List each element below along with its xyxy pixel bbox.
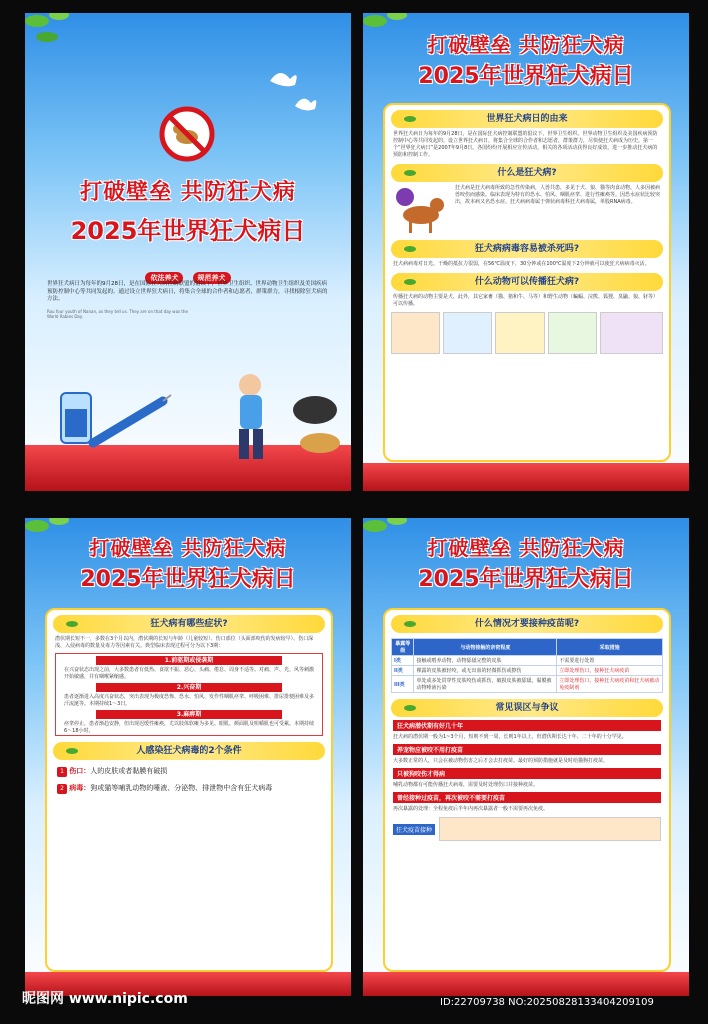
poster-vaccination	[363, 518, 689, 996]
flow-label: 狂犬疫苗接种	[393, 824, 435, 835]
man-fleeing-dog-illustration	[205, 365, 345, 475]
site-watermark: 昵图网 www.nipic.com	[22, 991, 188, 1007]
leaf-icon	[65, 744, 79, 758]
dove-icon	[265, 61, 325, 121]
info-card	[383, 103, 671, 462]
myth-1-text: 狂犬病的潜伏期一般为1~3个月，短则不到一周，长则1年以上，但潜伏期长达十年、二十年的十分罕见。	[393, 734, 627, 740]
myth-4-text: 再次暴露的处理：全程免疫后半年内再次暴露者一般不需要再次免疫。	[393, 806, 549, 812]
intro-text: 世界狂犬病日为每年的9月28日，是在国际狂犬病控制联盟的倡议下，世界卫生组织、世界动物卫生组织及美国疾病预防控制中心等共同发起的。通过设立世界狂犬病日，将集合全球的合作者和志愿者，群策群力，寻找根除狂犬病的方法。	[47, 281, 328, 302]
stage-1-text: 在兴奋状态出现之前，大多数患者有低热、食欲不振、恶心、头痛、倦怠、周身不适等。对痛、声、光、风等刺激开始敏感，并有咽喉紧缩感。	[64, 667, 315, 680]
stage-2-text: 患者逐渐进入高度兴奋状态，突出表现为极度恐怖、恐水、怕风、发作性咽肌痉挛、呼吸困难、排尿排便困难及多汗流涎等。本期持续1～3日。	[64, 694, 315, 707]
poster-subtitle: 2025年世界狂犬病日	[70, 217, 306, 245]
animals-text: 传播狂犬病的动物主要是犬，此外，其它家畜（猫、猪和牛、马等）和野生动物（蝙蝠、浣熊、狐狸、臭鼬、狼、豺等）可以传播。	[393, 294, 659, 307]
condition-1: 1 伤口：人的皮肤或者黏膜有破损	[57, 766, 321, 777]
stage-3-text: 痉挛停止，患者渐趋安静，但出现迟缓性瘫痪，尤以肢体软瘫为多见。眼肌、颜面肌及咀嚼肌也可受累。本期持续6～18小时。	[64, 721, 315, 734]
illustration-panel	[495, 312, 544, 354]
symptoms-intro: 潜伏期长短不一，多数在3个月以内，潜伏期的长短与年龄（儿童较短）、伤口部位（头面部咬伤的发病较早）、伤口深浅、入侵病毒的数量及毒力等因素有关。典型临床表现过程可分为以下3期：	[55, 636, 314, 649]
poster-title: 打破壁垒 共防狂犬病	[89, 536, 287, 560]
stage-3-label: 3.麻痹期	[96, 710, 282, 719]
red-ground	[363, 463, 689, 491]
vaccine-flow	[393, 817, 661, 841]
leaf-icon	[65, 617, 79, 631]
image-id-watermark: ID:22709738 NO:20250828133404209109	[440, 997, 654, 1008]
origin-text: 世界狂犬病日为每年的9月28日，是在国际狂犬病控制联盟的倡议下，世界卫生组织、世界动物卫生组织及美国疾病预防控制中心等共同发起的。设立世界狂犬病日，将集合全球的合作者和志愿者，群策群力，尽快使狂犬病成为历史。第一个“世界狂犬病日”是2007年9月8日。各国纷纷开展相应宣传活动，相关的各项活动获得良好成效，进一步推动狂犬病的预防和控制工作。	[393, 131, 658, 158]
section-heading-kill: 狂犬病病毒容易被杀死吗?	[391, 240, 663, 258]
illustration-strip	[385, 308, 669, 358]
section-heading-symptoms: 狂犬病有哪些症状?	[53, 615, 325, 633]
illustration-panel	[391, 312, 440, 354]
leaf-decoration	[25, 13, 87, 53]
info-card	[45, 608, 333, 972]
section-heading-vaccine: 什么情况才要接种疫苗呢?	[391, 615, 663, 633]
myth-2-label: 养宠物应被咬不用打疫苗	[393, 744, 661, 755]
leaf-icon	[403, 112, 417, 126]
table-row: II类 裸露的皮肤被轻咬，或无出血的轻微抓伤或擦伤 立即处理伤口，接种狂犬病疫苗	[392, 666, 663, 676]
illustration-panel	[548, 312, 597, 354]
exposure-table	[391, 638, 663, 693]
illustration-panel	[439, 817, 661, 841]
myth-3-label: 只被狗咬伤才得病	[393, 768, 661, 779]
myth-1-label: 狂犬病潜伏期有好几十年	[393, 720, 661, 731]
poster-title: 打破壁垒 共防狂犬病	[427, 33, 625, 57]
leaf-icon	[403, 617, 417, 631]
table-header: 与动物接触的亲密程度	[414, 639, 557, 656]
illustration-panel	[600, 312, 663, 354]
symptom-stages-box	[55, 653, 323, 736]
number-badge: 1	[57, 767, 67, 777]
section-heading-conditions: 人感染狂犬病毒的2个条件	[53, 742, 325, 760]
stage-1-label: 1.前驱期或侵袭期	[96, 656, 282, 665]
illustration-panel	[443, 312, 492, 354]
poster-about	[363, 13, 689, 491]
slogan-a: 依法养犬	[145, 272, 183, 284]
what-text: 狂犬病是狂犬病毒所致的急性传染病，人兽共患，多见于犬、狼、猫等肉食动物。人多因被病兽咬伤而感染。临床表现为特有的恐水、怕风、咽肌痉挛、进行性瘫痪等。因恐水症状比较突出，故本病又名恐水症。狂犬病病毒属于弹状病毒科狂犬病毒属，单股RNA病毒。	[455, 185, 661, 205]
red-ground	[363, 972, 689, 996]
condition-2: 2 病毒：狗或猫等哺乳动物的唾液、分泌物、排泄物中含有狂犬病毒	[57, 783, 321, 794]
section-heading-what: 什么是狂犬病?	[391, 164, 663, 182]
section-heading-myths: 常见误区与争议	[391, 699, 663, 717]
table-header: 采取措施	[557, 639, 663, 656]
leaf-icon	[403, 166, 417, 180]
english-note: Rou four youth of Nanan, as they tell us. They are on that day was the World Rabies Day.	[47, 309, 188, 319]
poster-subtitle: 2025年世界狂犬病日	[418, 64, 634, 89]
no-dog-icon	[158, 105, 216, 163]
myth-4-label: 曾经接种过疫苗，再次被咬不需要打疫苗	[393, 792, 661, 803]
myth-2-text: 大多数正常的人，只会在被动物伤害之后才会去打疫苗。最好的预防措施就是及时给猫狗打疫苗。	[393, 758, 609, 764]
leaf-icon	[403, 242, 417, 256]
table-header: 暴露等级	[392, 639, 414, 656]
vaccine-syringe-icon	[43, 373, 173, 463]
poster-title: 打破壁垒 共防狂犬病	[427, 536, 625, 560]
leaf-icon	[403, 275, 417, 289]
slogan-b: 规范养犬	[193, 272, 231, 284]
kill-text: 狂犬病病毒对日光、干燥的抵抗力很弱，在56℃温度下，30分钟或在100℃温度下2分钟就可以使狂犬病病毒灭活。	[393, 261, 650, 267]
leaf-icon	[403, 701, 417, 715]
stage-2-label: 2.兴奋期	[96, 683, 282, 692]
poster-cover	[25, 13, 351, 491]
table-row: I类 接触或喂养动物，动物舔舐完整的皮肤 不需要进行处置	[392, 656, 663, 666]
section-heading-animals: 什么动物可以传播狂犬病?	[391, 273, 663, 291]
poster-title: 打破壁垒 共防狂犬病	[80, 180, 296, 205]
myth-3-text: 哺乳动物都有可能传播狂犬病毒，需要及时处理伤口并接种疫苗。	[393, 782, 539, 788]
poster-subtitle: 2025年世界狂犬病日	[80, 567, 296, 592]
number-badge: 2	[57, 784, 67, 794]
poster-symptoms	[25, 518, 351, 996]
table-row: III类 单处或多处贯穿性皮肤咬伤或抓伤，破损皮肤被舔舐，黏膜被动物唾液污染 立即处理伤口，接种狂犬病疫苗和狂犬病被动免疫制剂	[392, 676, 663, 693]
dog-illustration	[391, 185, 451, 235]
poster-subtitle: 2025年世界狂犬病日	[418, 567, 634, 592]
info-card	[383, 608, 671, 972]
section-heading-origin: 世界狂犬病日的由来	[391, 110, 663, 128]
